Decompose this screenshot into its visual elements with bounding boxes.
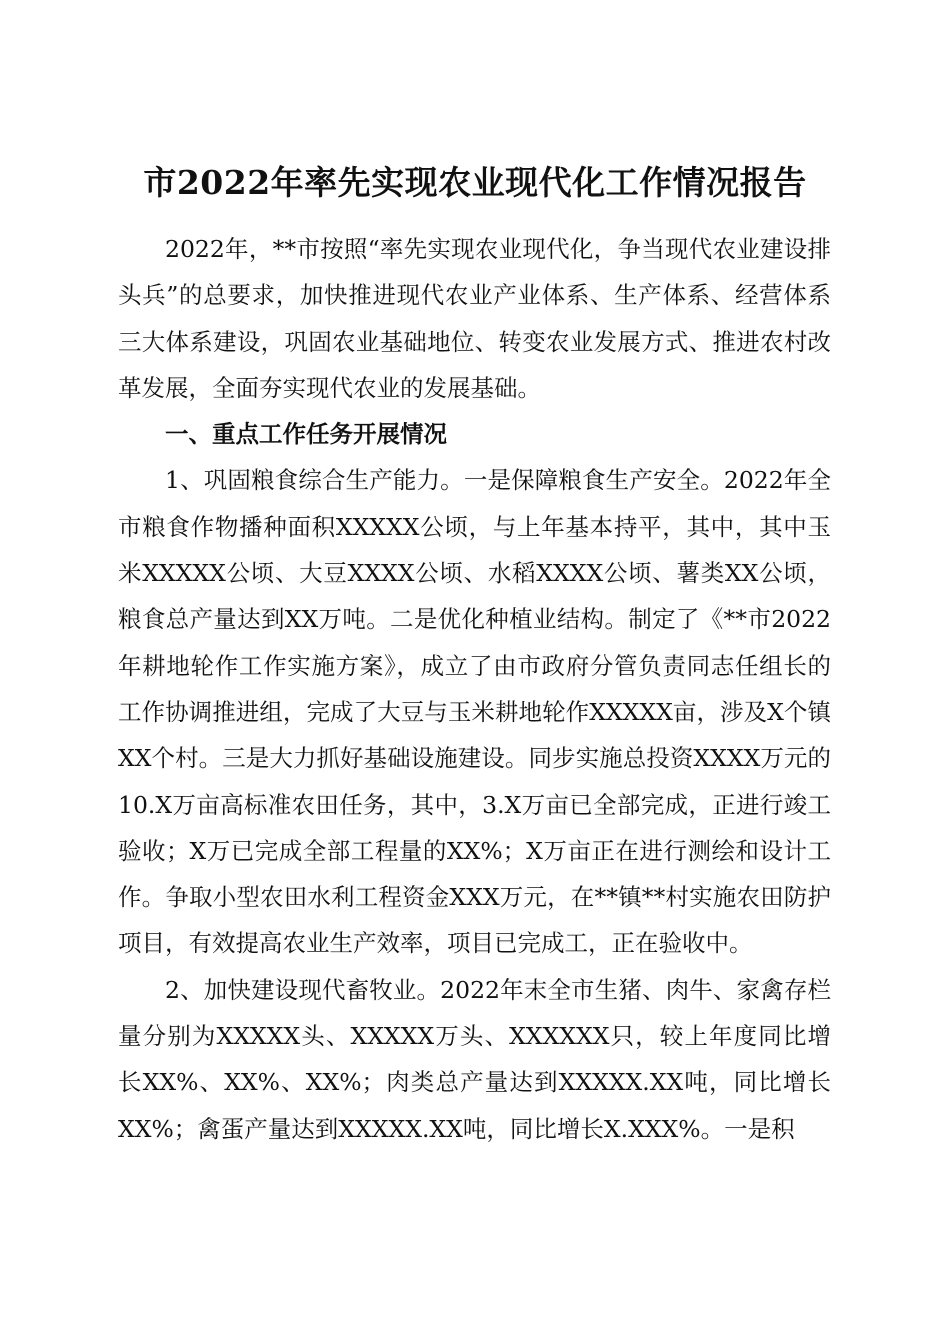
paragraph-item-2: 2、加快建设现代畜牧业。2022年末全市生猪、肉牛、家禽存栏量分别为XXXXX头、XXXXX万头、XXXXXX只，较上年度同比增长XX%、XX%、XX%；肉类总产量达到XXXXX.XX吨，同比增长XX%；禽蛋产量达到XXXXX.XX吨，同比增长X.XXX%。一是积 — [118, 975, 831, 1143]
document-body — [118, 226, 831, 1152]
section-heading: 一、重点工作任务开展情况 — [165, 420, 447, 449]
paragraph-item-1: 1、巩固粮食综合生产能力。一是保障粮食生产安全。2022年全市粮食作物播种面积XXXXX公顷，与上年基本持平，其中，其中玉米XXXXX公顷、大豆XXXX公顷、水稻XXXX公顷、薯类XX公顷，粮食总产量达到XX万吨。二是优化种植业结构。制定了《**市2022年耕地轮作工作实施方案》，成立了由市政府分管负责同志任组长的工作协调推进组，完成了大豆与玉米耕地轮作XXXXX亩，涉及X个镇XX个村。三是大力抓好基础设施建设。同步实施总投资XXXX万元的10.X万亩高标准农田任务，其中，3.X万亩已全部完成，正进行竣工验收；X万已完成全部工程量的XX%；X万亩正在进行测绘和设计工作。争取小型农田水利工程资金XXX万元，在**镇**村实施农田防护项目，有效提高农业生产效率，项目已完成工，正在验收中。 — [118, 466, 831, 958]
document-title: 市2022年率先实现农业现代化工作情况报告 — [143, 163, 807, 203]
intro-paragraph: 2022年，**市按照“率先实现农业现代化，争当现代农业建设排头兵”的总要求，加快推进现代农业产业体系、生产体系、经营体系三大体系建设，巩固农业基础地位、转变农业发展方式、推进农村改革发展，全面夯实现代农业的发展基础。 — [118, 235, 831, 402]
